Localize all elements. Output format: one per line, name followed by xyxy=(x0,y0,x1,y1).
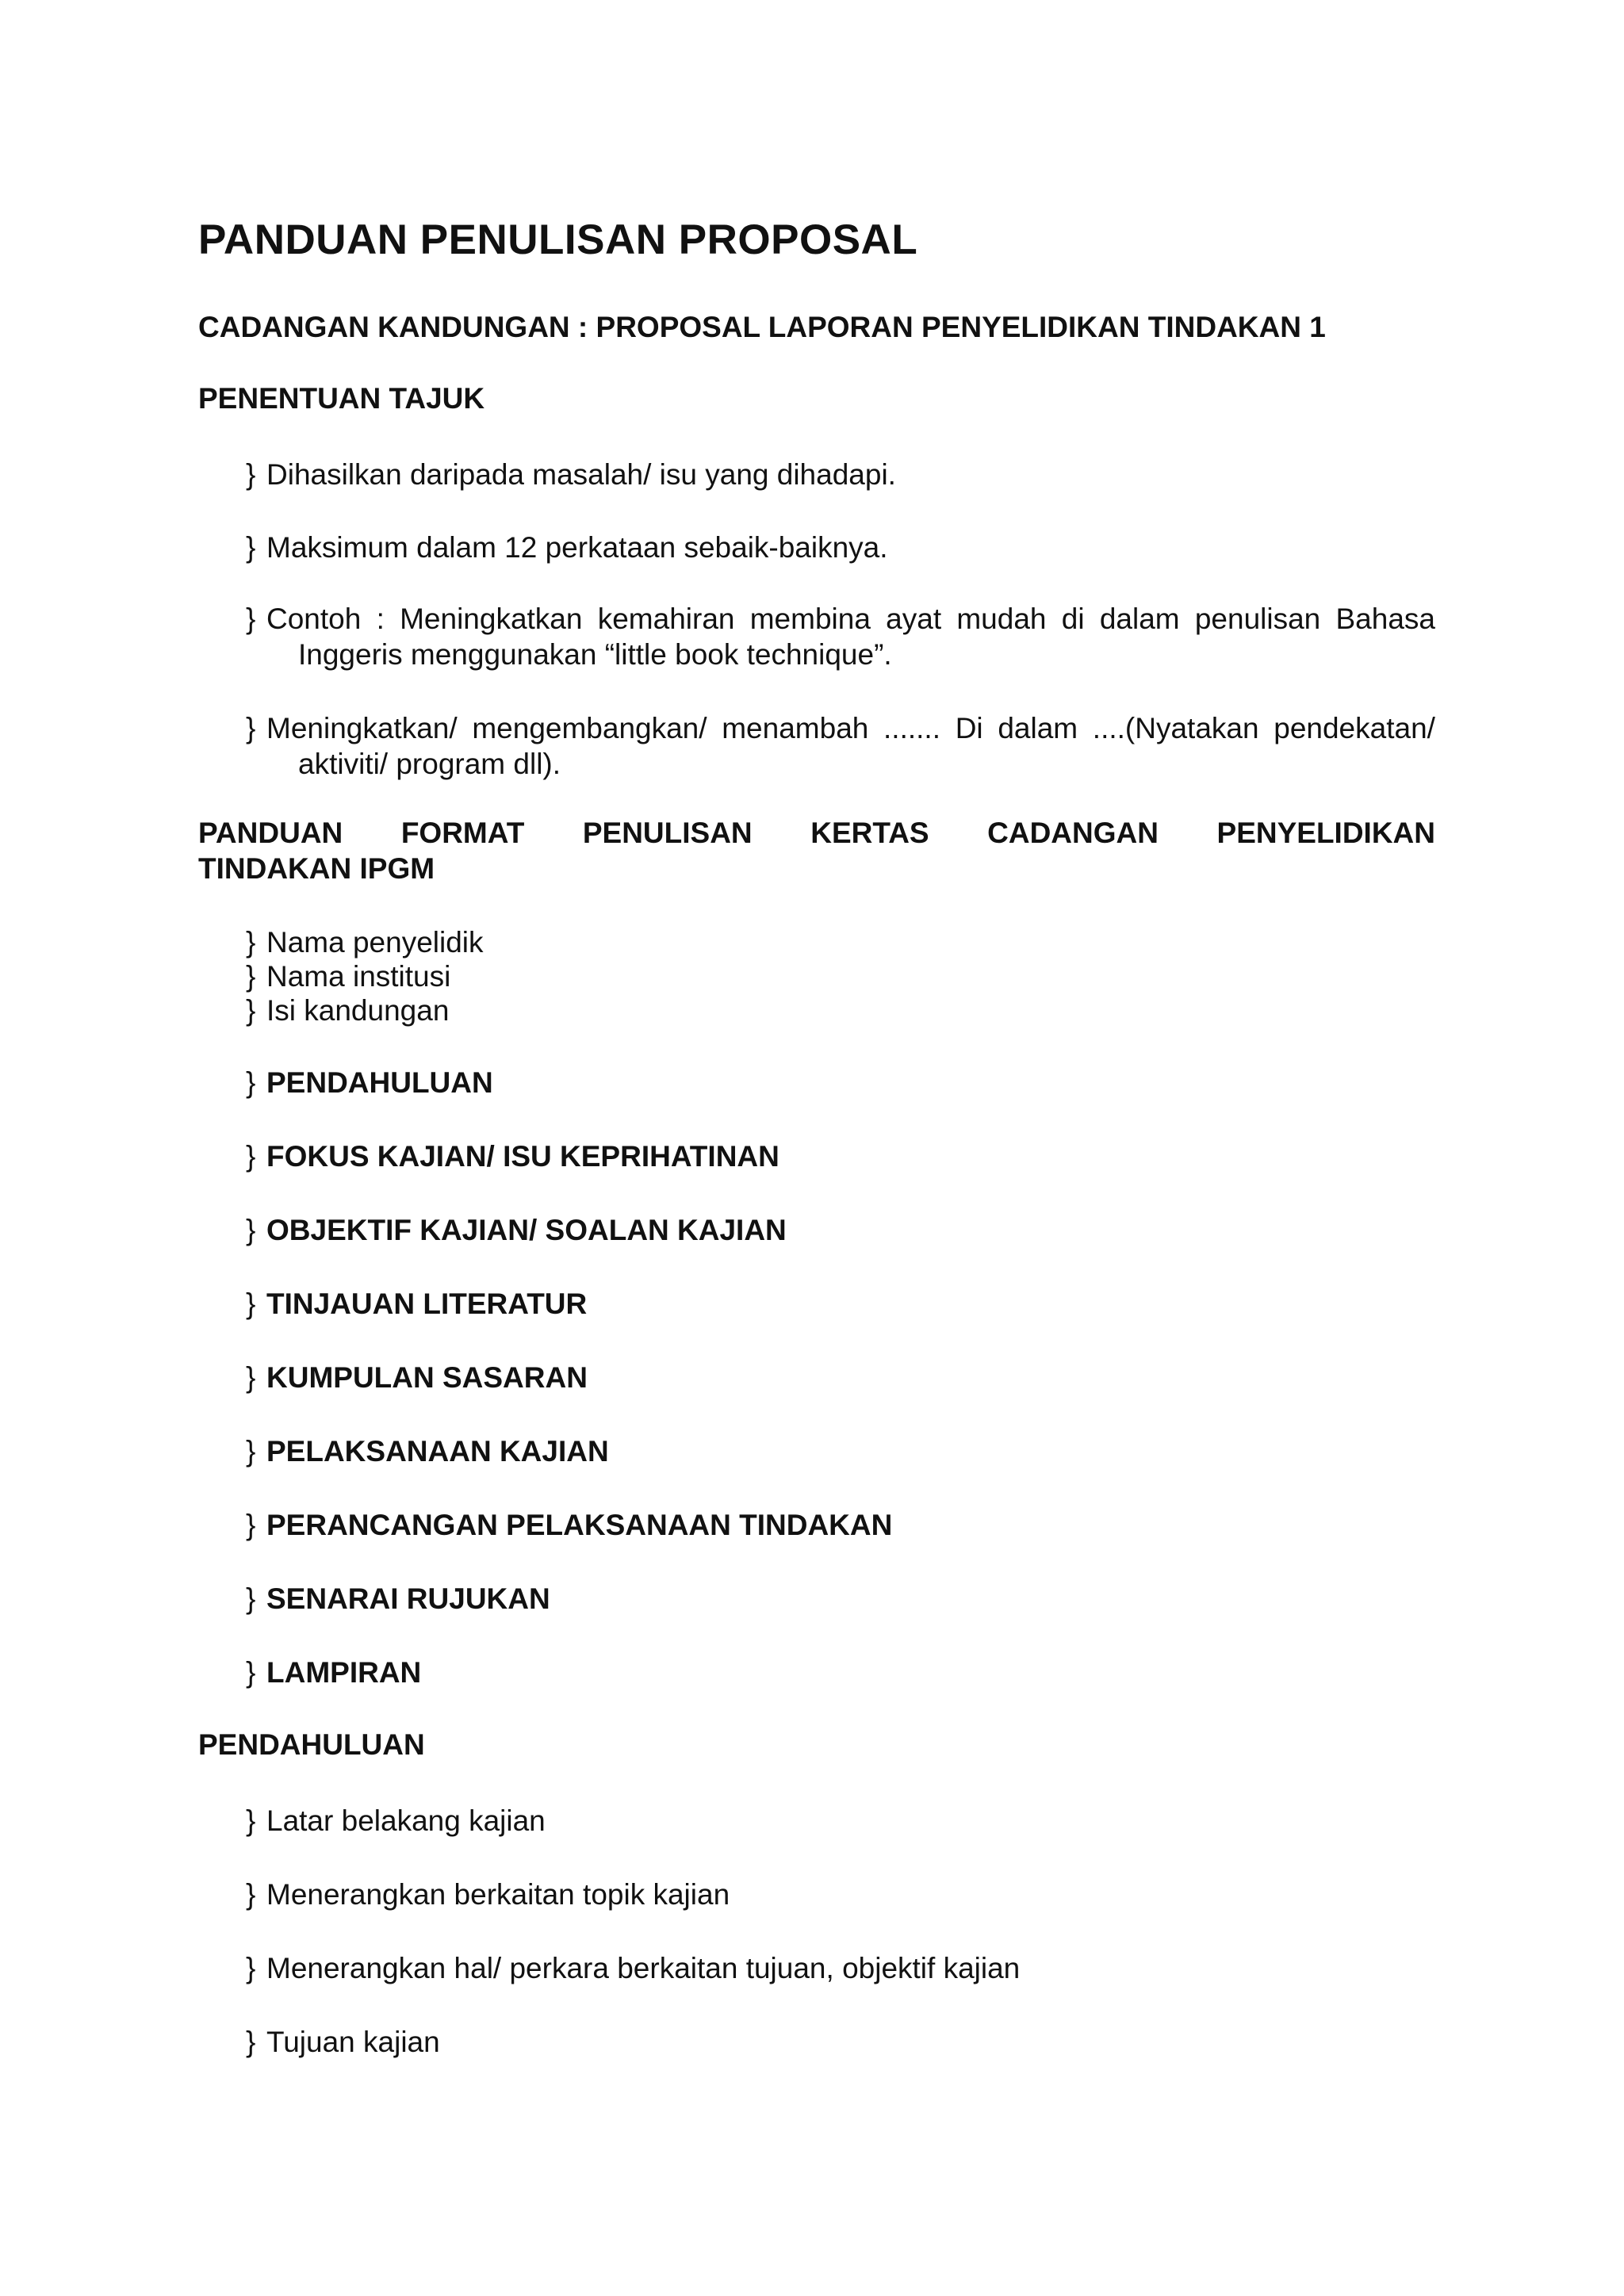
word: dalam xyxy=(998,712,1078,744)
heading-line xyxy=(198,815,1435,851)
word: Di xyxy=(955,712,983,744)
word: Meningkatkan xyxy=(400,603,583,635)
list-item-line xyxy=(246,601,1435,637)
bullet-mark: } xyxy=(246,1361,256,1394)
list-item-text: Menerangkan hal/ perkara berkaitan tujuan, objektif kajian xyxy=(266,1952,1021,1984)
list-item-text: Nama penyelidik xyxy=(266,926,484,959)
heading-word: KERTAS xyxy=(810,817,929,849)
bullet-and-word xyxy=(246,710,458,746)
list-item xyxy=(246,1655,1435,1690)
list-item xyxy=(246,1138,1435,1174)
word: mengembangkan/ xyxy=(472,712,707,744)
bullet-mark: } xyxy=(246,1214,256,1246)
list-item-continuation: Inggeris menggunakan “little book technique”. xyxy=(298,638,892,671)
list-item xyxy=(246,1877,1435,1912)
list-item xyxy=(246,530,1435,565)
list-item-text: TINJAUAN LITERATUR xyxy=(266,1288,588,1320)
list-item xyxy=(246,1433,1435,1469)
bullet-mark: } xyxy=(246,458,256,491)
heading-line: TINDAKAN IPGM xyxy=(198,852,435,885)
bullet-mark: } xyxy=(246,926,256,959)
list-item-continuation: aktiviti/ program dll). xyxy=(298,748,561,780)
word: Bahasa xyxy=(1335,603,1435,635)
word: Contoh xyxy=(266,603,362,635)
word: mudah xyxy=(956,603,1047,635)
list-item-text: PELAKSANAAN KAJIAN xyxy=(266,1435,609,1468)
list-item-text: PERANCANGAN PELAKSANAAN TINDAKAN xyxy=(266,1509,893,1541)
list-item-line xyxy=(246,710,1435,746)
list-item-text: Dihasilkan daripada masalah/ isu yang dihadapi. xyxy=(266,458,896,491)
list-item xyxy=(246,1803,1435,1839)
bullet-mark: } xyxy=(246,1509,256,1541)
word: penulisan xyxy=(1194,603,1321,635)
heading-word: PENULISAN xyxy=(582,817,753,849)
list-item xyxy=(246,1507,1435,1543)
word: dalam xyxy=(1099,603,1180,635)
bullet-mark: } xyxy=(246,960,256,993)
list-item-text: KUMPULAN SASARAN xyxy=(266,1361,588,1394)
heading-word: FORMAT xyxy=(400,817,525,849)
bullet-mark: } xyxy=(246,1435,256,1468)
content-proposal-heading: CADANGAN KANDUNGAN : PROPOSAL LAPORAN PENYELIDIKAN TINDAKAN 1 xyxy=(198,311,1326,343)
bullet-mark: } xyxy=(246,1288,256,1320)
word: di xyxy=(1061,603,1085,635)
list-item-text: PENDAHULUAN xyxy=(266,1066,493,1099)
word: kemahiran xyxy=(597,603,735,635)
list-item xyxy=(246,2024,1435,2060)
list-item-text: Tujuan kajian xyxy=(266,2026,440,2058)
list-item xyxy=(246,457,1435,492)
penentuan-tajuk-heading: PENENTUAN TAJUK xyxy=(198,382,485,415)
word: menambah xyxy=(722,712,869,744)
list-item xyxy=(246,1360,1435,1395)
list-item xyxy=(246,1212,1435,1248)
list-item-text: FOKUS KAJIAN/ ISU KEPRIHATINAN xyxy=(266,1140,779,1173)
word: : xyxy=(376,603,385,635)
list-item-text: Isi kandungan xyxy=(266,994,450,1027)
list-item xyxy=(246,1065,1435,1100)
list-item xyxy=(246,1286,1435,1322)
list-item-text: Latar belakang kajian xyxy=(266,1804,546,1837)
list-item-text: Maksimum dalam 12 perkataan sebaik-baiknya. xyxy=(266,531,888,564)
list-item xyxy=(246,993,1435,1028)
bullet-mark: } xyxy=(246,1582,256,1615)
list-item xyxy=(246,1581,1435,1617)
word: membina xyxy=(749,603,871,635)
list-item-meningkatkan xyxy=(246,710,1435,782)
list-item-text: LAMPIRAN xyxy=(266,1656,422,1689)
list-item xyxy=(246,959,1435,994)
bullet-mark: } xyxy=(246,1878,256,1911)
panduan-format-heading xyxy=(198,815,1435,886)
list-item-text: OBJEKTIF KAJIAN/ SOALAN KAJIAN xyxy=(266,1214,787,1246)
bullet-mark: } xyxy=(246,1952,256,1984)
bullet-mark: } xyxy=(246,1066,256,1099)
heading-word: PENYELIDIKAN xyxy=(1216,817,1435,849)
word: ....... xyxy=(883,712,940,744)
bullet-mark: } xyxy=(246,1656,256,1689)
bullet-mark: } xyxy=(246,712,256,744)
bullet-mark: } xyxy=(246,531,256,564)
list-item-text: SENARAI RUJUKAN xyxy=(266,1582,550,1615)
document-title: PANDUAN PENULISAN PROPOSAL xyxy=(198,216,918,263)
list-item-text: Menerangkan berkaitan topik kajian xyxy=(266,1878,730,1911)
word: ayat xyxy=(886,603,942,635)
bullet-mark: } xyxy=(246,1804,256,1837)
list-item-contoh xyxy=(246,601,1435,672)
word: Meningkatkan/ xyxy=(266,712,458,744)
bullet-mark: } xyxy=(246,603,256,635)
list-item-text: Nama institusi xyxy=(266,960,451,993)
bullet-mark: } xyxy=(246,1140,256,1173)
list-item xyxy=(246,1950,1435,1986)
bullet-mark: } xyxy=(246,2026,256,2058)
bullet-and-word xyxy=(246,601,361,637)
pendahuluan-heading: PENDAHULUAN xyxy=(198,1728,425,1761)
heading-word: CADANGAN xyxy=(987,817,1159,849)
bullet-mark: } xyxy=(246,994,256,1027)
heading-word: PANDUAN xyxy=(198,817,343,849)
word: ....(Nyatakan xyxy=(1092,712,1259,744)
list-item xyxy=(246,924,1435,960)
word: pendekatan/ xyxy=(1274,712,1435,744)
